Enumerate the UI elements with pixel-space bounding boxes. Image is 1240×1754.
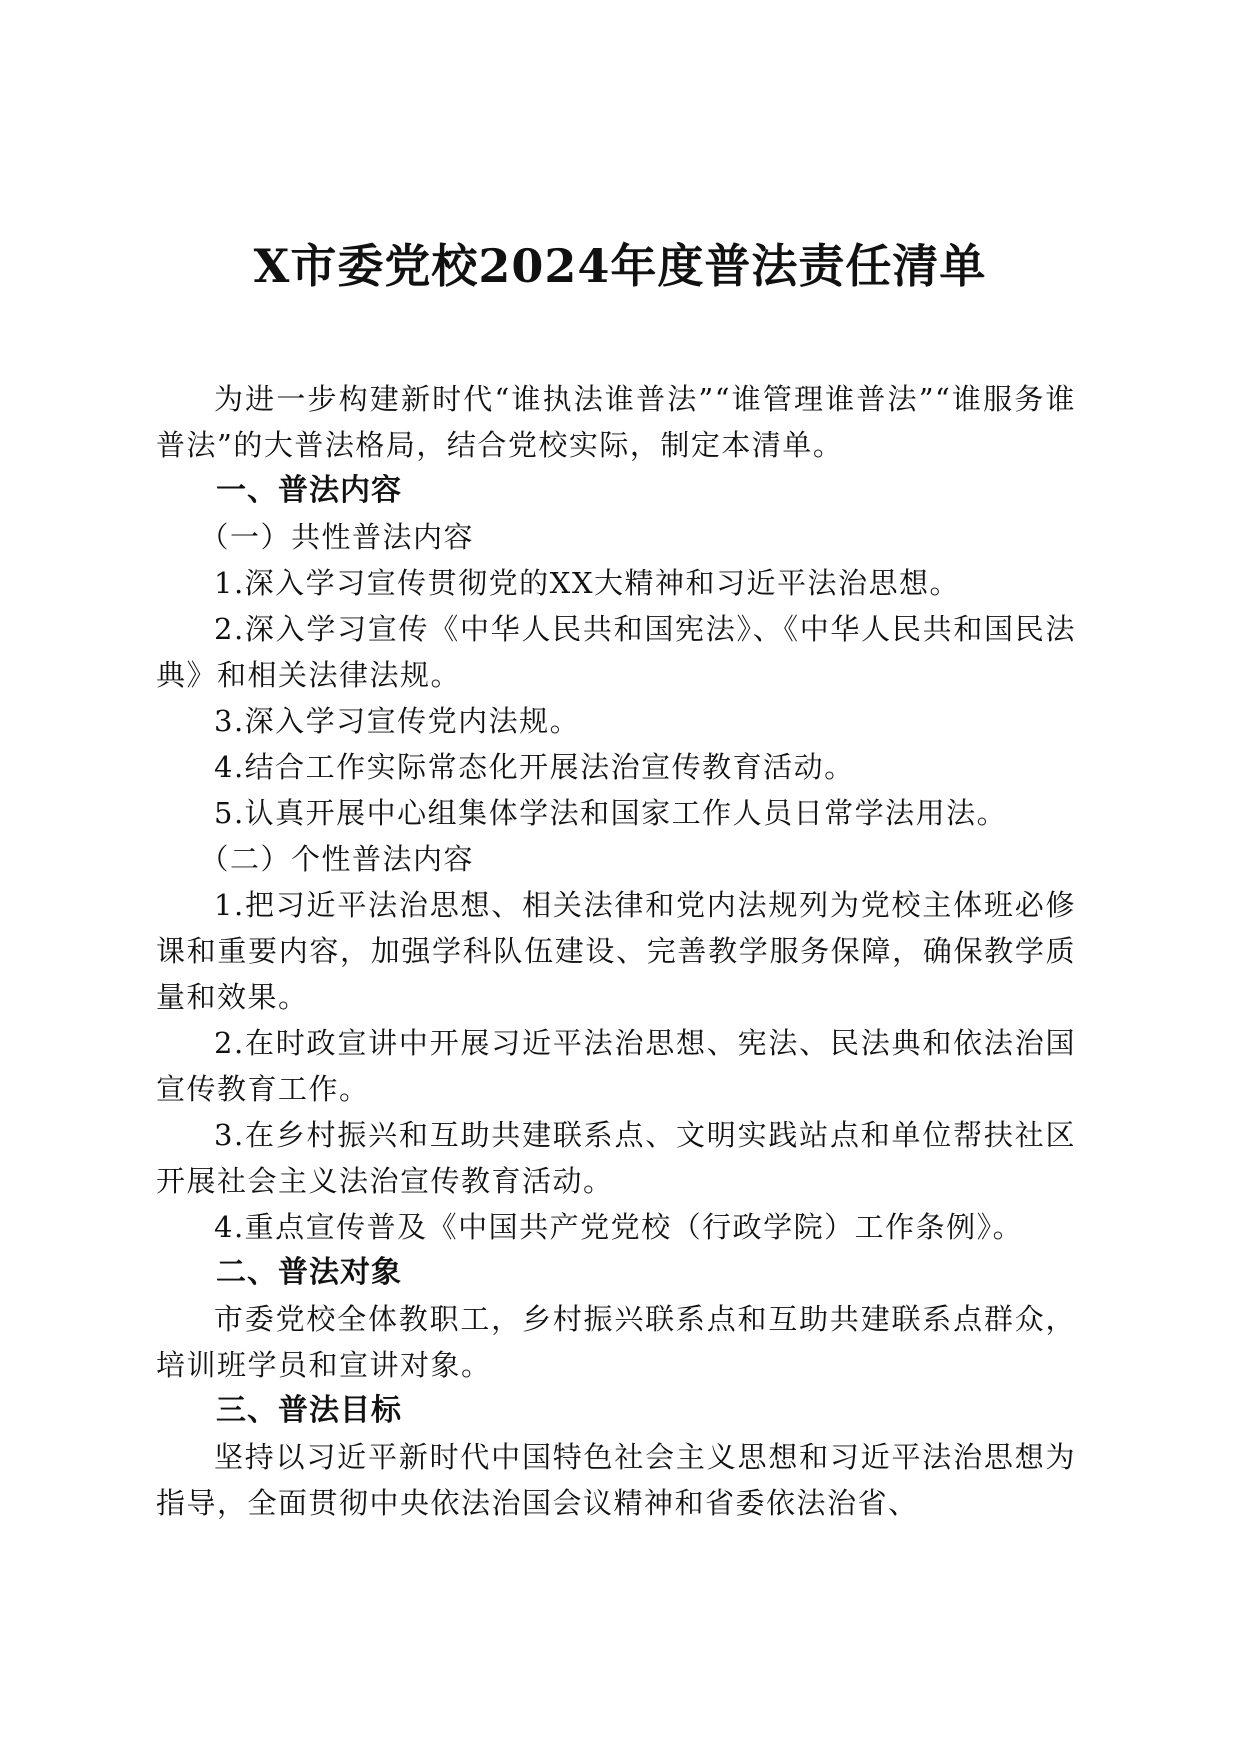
section-heading-goals: 三、普法目标 [216,1393,402,1428]
document-body [156,376,1076,1526]
list-item: 1.深入学习宣传贯彻党的XX大精神和习近平法治思想。 [214,566,960,600]
list-item: 2.在时政宣讲中开展习近平法治思想、宪法、民法典和依法治国宣传教育工作。 [156,1026,1076,1106]
audience-paragraph: 市委党校全体教职工，乡村振兴联系点和互助共建联系点群众，培训班学员和宣讲对象。 [156,1302,1076,1382]
section-heading-content: 一、普法内容 [216,473,402,508]
subsection-heading-specific: （二）个性普法内容 [199,842,475,876]
list-item: 3.在乡村振兴和互助共建联系点、文明实践站点和单位帮扶社区开展社会主义法治宣传教育活动。 [156,1118,1076,1198]
list-item: 3.深入学习宣传党内法规。 [214,704,581,738]
list-item: 5.认真开展中心组集体学法和国家工作人员日常学法用法。 [214,796,1008,830]
goals-paragraph: 坚持以习近平新时代中国特色社会主义思想和习近平法治思想为指导，全面贯彻中央依法治国会议精神和省委依法治省、 [156,1440,1076,1520]
document-title: X市委党校2024年度普法责任清单 [253,239,987,293]
section-heading-audience: 二、普法对象 [216,1255,402,1290]
list-item: 4.重点宣传普及《中国共产党党校（行政学院）工作条例》。 [214,1210,1024,1244]
intro-paragraph: 为进一步构建新时代“谁执法谁普法”“谁管理谁普法”“谁服务谁普法”的大普法格局，结合党校实际，制定本清单。 [156,382,1076,462]
list-item: 2.深入学习宣传《中华人民共和国宪法》、《中华人民共和国民法典》和相关法律法规。 [156,612,1076,692]
subsection-heading-common: （一）共性普法内容 [199,520,475,554]
list-item: 4.结合工作实际常态化开展法治宣传教育活动。 [214,750,855,784]
list-item: 1.把习近平法治思想、相关法律和党内法规列为党校主体班必修课和重要内容，加强学科队伍建设、完善教学服务保障，确保教学质量和效果。 [156,888,1076,1014]
